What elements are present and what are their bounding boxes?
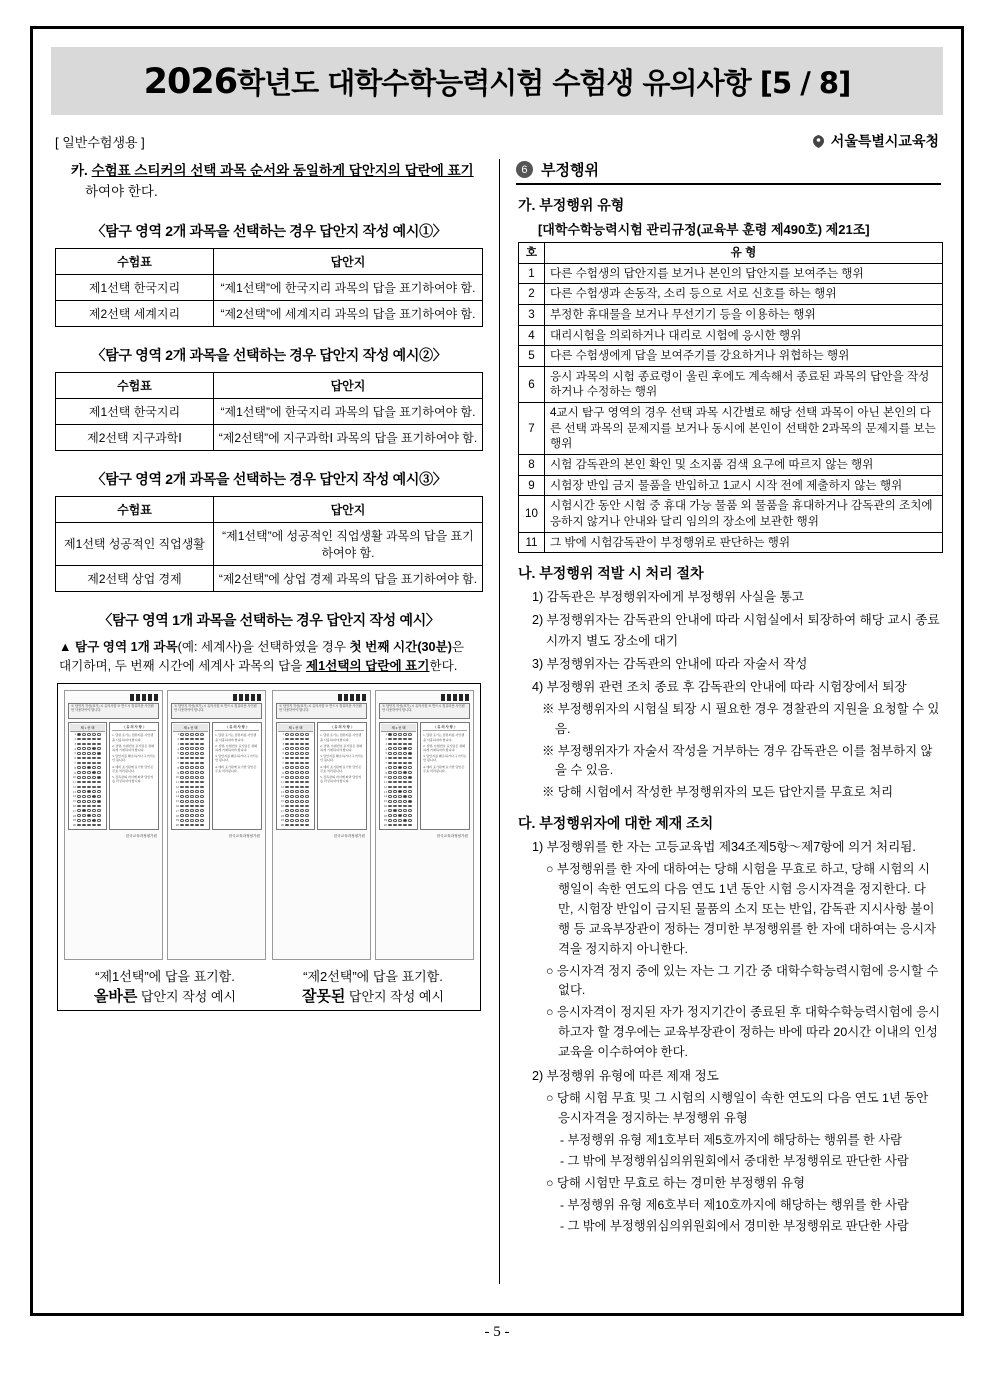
omr-instructions-box <box>317 722 367 830</box>
procedure-item: 4) 부정행위 관련 조치 종료 후 감독관의 안내에 따라 시험장에서 퇴장 <box>531 679 907 694</box>
cell-type: 다른 수험생에게 답을 보여주기를 강요하거나 위협하는 행위 <box>544 346 942 367</box>
cell-no: 9 <box>518 475 544 496</box>
omr-row: 12 <box>381 784 416 789</box>
cell-no: 3 <box>518 304 544 325</box>
omr-row: 12 <box>278 784 313 789</box>
omr-instruction-line: 4. 예비 표기란에 표기한 답안은 무효 처리됩니다. <box>112 764 154 773</box>
omr-column-header: 제 2 선 택 <box>173 724 208 732</box>
timing-marks <box>376 691 473 702</box>
example-1-title: 〈탐구 영역 2개 과목을 선택하는 경우 답안지 작성 예시①〉 <box>91 222 447 239</box>
content-columns <box>49 159 945 1284</box>
omr-row: 8 <box>278 765 313 770</box>
omr-row: 15 <box>70 799 105 804</box>
omr-row: 6 <box>278 756 313 761</box>
section-header <box>516 159 941 185</box>
omr-row: 20 <box>278 823 313 828</box>
example-3-table <box>55 496 483 592</box>
omr-instructions-title: 〈 유 의 사 항 〉 <box>112 725 156 732</box>
cell-no: 11 <box>518 532 544 553</box>
omr-answer-sheet <box>272 690 371 960</box>
table-header-row <box>56 496 483 522</box>
note-text-1: (예: 세계사)을 선택하였을 경우 <box>177 639 350 654</box>
col-header-suheompyo: 수험표 <box>56 372 214 398</box>
omr-row: 4 <box>70 746 105 751</box>
omr-row: 7 <box>381 761 416 766</box>
omr-row: 9 <box>278 770 313 775</box>
cell-no: 6 <box>518 366 544 402</box>
table-row <box>56 424 483 450</box>
procedure-item: 3) 부정행위자는 감독관의 안내에 따라 자술서 작성 <box>531 656 808 671</box>
section-title: 부정행위 <box>540 162 599 179</box>
omr-column-header: 제 2 선 택 <box>381 724 416 732</box>
cell-no: 8 <box>518 455 544 476</box>
omr-caption-wrong <box>272 966 474 1006</box>
org-block <box>811 131 939 151</box>
table-header-row <box>56 372 483 398</box>
cell-dapanji: “제2선택”에 지구과학Ⅰ 과목의 답을 표기하여야 함. <box>213 424 482 450</box>
cell-type: 4교시 탐구 영역의 경우 선택 과목 시간별로 해당 선택 과목이 아닌 본인의 다른 선택 과목의 문제지를 보거나 동시에 본인이 선택한 2과목의 문제지를 보는 행위 <box>544 403 942 455</box>
omr-instruction-line: 3. 답안지를 훼손하거나 구겨서는 안 됩니다. <box>423 754 467 763</box>
timing-marks <box>273 691 370 702</box>
cell-suheompyo: 제1선택 성공적인 직업생활 <box>56 522 214 565</box>
omr-row: 11 <box>173 780 208 785</box>
omr-row: 4 <box>381 746 416 751</box>
omr-row: 10 <box>381 775 416 780</box>
omr-row: 7 <box>173 761 208 766</box>
note-text-3: 한다. <box>429 659 458 674</box>
sanction-group-sub: - 부정행위 유형 제6호부터 제10호까지에 해당하는 행위를 한 사람 <box>559 1197 909 1212</box>
cell-no: 2 <box>518 284 544 305</box>
omr-instruction-line: 4. 예비 표기란에 표기한 답안은 무효 처리됩니다. <box>423 764 465 773</box>
omr-row: 13 <box>381 789 416 794</box>
cell-type: 대리시험을 의뢰하거나 대리로 시험에 응시한 행위 <box>544 325 942 346</box>
table-header-row <box>518 243 942 264</box>
omr-row: 7 <box>278 761 313 766</box>
table-row <box>518 403 942 455</box>
item-ka <box>71 161 483 203</box>
audience-note: [ 일반수험생용 ] <box>55 134 145 150</box>
procedure-item: 2) 부정행위자는 감독관의 안내에 따라 시험실에서 퇴장하여 해당 교시 종료 시까지 별도 장소에 대기 <box>531 613 940 648</box>
sanction-item-2: 2) 부정행위 유형에 따른 제재 정도 <box>531 1068 719 1083</box>
note-triangle-icon: ▲ <box>59 639 72 654</box>
cell-suheompyo: 제2선택 지구과학Ⅰ <box>56 424 214 450</box>
omr-row: 12 <box>173 784 208 789</box>
omr-row: 3 <box>173 741 208 746</box>
col-header-suheompyo: 수험표 <box>56 248 214 274</box>
omr-row: 5 <box>381 751 416 756</box>
seoul-education-logo-icon <box>811 134 826 149</box>
omr-row: 18 <box>381 813 416 818</box>
omr-row: 9 <box>173 770 208 775</box>
table-row <box>518 496 942 532</box>
right-column <box>504 159 945 1284</box>
column-divider <box>499 159 500 1284</box>
note-bold-2: 첫 번째 시간(30분) <box>349 639 452 654</box>
omr-row: 1 <box>173 732 208 737</box>
omr-row: 19 <box>173 818 208 823</box>
omr-row: 8 <box>70 765 105 770</box>
omr-instruction-line: 3. 답안지를 훼손하거나 구겨서는 안 됩니다. <box>320 754 364 763</box>
omr-row: 1 <box>278 732 313 737</box>
omr-row: 2 <box>173 737 208 742</box>
table-row <box>56 522 483 565</box>
violation-types-table <box>518 242 943 553</box>
sub-header <box>55 131 939 151</box>
omr-footer-logo: 한국교육과정평가원 <box>436 833 468 838</box>
omr-row: 15 <box>381 799 416 804</box>
omr-row: 14 <box>278 794 313 799</box>
table-row <box>56 398 483 424</box>
omr-row: 19 <box>278 818 313 823</box>
omr-row: 5 <box>70 751 105 756</box>
timing-marks <box>168 691 265 702</box>
procedure-note: ※ 당해 시험에서 작성한 부정행위자의 모든 답안지를 무효로 처리 <box>541 785 894 800</box>
table-row <box>518 475 942 496</box>
omr-instruction-line: 1. 답란 표기는 컴퓨터용 사인펜을 사용하여야 합니다. <box>215 733 257 742</box>
omr-caption-tail: 답안지 작성 예시 <box>348 988 445 1004</box>
omr-row: 15 <box>278 799 313 804</box>
table-row <box>56 300 483 326</box>
org-name: 서울특별시교육청 <box>830 133 939 149</box>
omr-row: 16 <box>173 804 208 809</box>
omr-instruction-line: 4. 예비 표기란에 표기한 답안은 무효 처리됩니다. <box>215 764 257 773</box>
omr-row: 18 <box>173 813 208 818</box>
col-header-no: 호 <box>518 243 544 264</box>
omr-instructions-title: 〈 유 의 사 항 〉 <box>215 725 259 732</box>
cell-suheompyo: 제2선택 세계지리 <box>56 300 214 326</box>
omr-example-wrong <box>272 690 474 1006</box>
omr-footer-logo: 한국교육과정평가원 <box>125 833 157 838</box>
omr-row: 11 <box>70 780 105 785</box>
omr-row: 4 <box>278 746 313 751</box>
omr-sheet-pair <box>272 690 474 960</box>
omr-row: 20 <box>70 823 105 828</box>
note-text-2: 은 대기하며, 두 번째 시간에 세계사 과목의 답을 <box>59 639 465 674</box>
left-column <box>49 159 495 1284</box>
omr-column-first-choice <box>68 722 107 830</box>
omr-instruction-line: 1. 답란 표기는 컴퓨터용 사인펜을 사용하여야 합니다. <box>423 733 465 742</box>
omr-row: 6 <box>381 756 416 761</box>
cell-type: 다른 수험생의 답안지를 보거나 본인의 답안지를 보여주는 행위 <box>544 263 942 284</box>
cell-type: 다른 수험생과 손동작, 소리 등으로 서로 신호를 하는 행위 <box>544 284 942 305</box>
omr-row: 5 <box>278 751 313 756</box>
omr-row: 1 <box>381 732 416 737</box>
cell-suheompyo: 제2선택 상업 경제 <box>56 565 214 591</box>
item-ka-tail: 하여야 한다. <box>85 183 158 199</box>
omr-sheet-header: ※ 답안지 작성(표기) 시 유의사항 ※ 반드시 컴퓨터용 사인펜만 사용하여야 합니다. <box>276 703 367 719</box>
omr-row: 10 <box>278 775 313 780</box>
title-banner <box>51 47 943 115</box>
sanction-sub-item: ○ 응시자격이 정지된 자가 정지기간이 종료된 후 대학수학능력시험에 응시하고자 할 경우에는 교육부장관이 정하는 바에 따라 20시간 이내의 인성교육을 이수하여야 한다. <box>545 1005 941 1059</box>
omr-row: 8 <box>381 765 416 770</box>
omr-column-second-choice <box>171 722 210 830</box>
timing-marks <box>65 691 162 702</box>
omr-row: 17 <box>173 808 208 813</box>
table-header-row <box>56 248 483 274</box>
omr-footer-logo: 한국교육과정평가원 <box>228 833 260 838</box>
omr-row: 18 <box>70 813 105 818</box>
omr-row: 16 <box>381 804 416 809</box>
omr-answer-sheet <box>167 690 266 960</box>
omr-row: 4 <box>173 746 208 751</box>
omr-column-header: 제 1 선 택 <box>278 724 313 732</box>
cell-type: 시험장 반입 금지 물품을 반입하고 1교시 시작 전에 제출하지 않는 행위 <box>544 475 942 496</box>
cell-no: 4 <box>518 325 544 346</box>
omr-row: 6 <box>70 756 105 761</box>
cell-dapanji: “제1선택”에 한국지리 과목의 답을 표기하여야 함. <box>213 274 482 300</box>
omr-row: 13 <box>173 789 208 794</box>
sanction-group-sub: - 부정행위 유형 제1호부터 제5호까지에 해당하는 행위를 한 사람 <box>559 1132 903 1147</box>
omr-sheet-pair <box>64 690 266 960</box>
omr-row: 15 <box>173 799 208 804</box>
subsection-sanction-heading: 다. 부정행위자에 대한 제재 조치 <box>517 815 714 832</box>
omr-illustration <box>57 683 481 1011</box>
omr-row: 2 <box>381 737 416 742</box>
page-number: - 5 - <box>484 1324 510 1340</box>
omr-row: 9 <box>381 770 416 775</box>
omr-sheet-body <box>273 720 370 832</box>
omr-row: 3 <box>70 741 105 746</box>
table-row <box>518 263 942 284</box>
note-underline: 제1선택의 답란에 표기 <box>305 659 430 674</box>
subsection-type-heading: 가. 부정행위 유형 <box>517 197 625 213</box>
omr-row: 3 <box>381 741 416 746</box>
cell-no: 5 <box>518 346 544 367</box>
omr-row: 9 <box>70 770 105 775</box>
example-3-title: 〈탐구 영역 2개 과목을 선택하는 경우 답안지 작성 예시③〉 <box>91 470 447 487</box>
omr-instructions-title: 〈 유 의 사 항 〉 <box>320 725 364 732</box>
procedure-item: 1) 감독관은 부정행위자에게 부정행위 사실을 통고 <box>531 590 804 605</box>
omr-caption-correct <box>64 966 266 1006</box>
cell-dapanji: “제1선택”에 한국지리 과목의 답을 표기하여야 함. <box>213 398 482 424</box>
omr-sheet-body <box>65 720 162 832</box>
note-bold-1: 탐구 영역 1개 과목 <box>74 639 178 654</box>
example-2-title: 〈탐구 영역 2개 과목을 선택하는 경우 답안지 작성 예시②〉 <box>91 346 447 363</box>
cell-type: 그 밖에 시험감독관이 부정행위로 판단하는 행위 <box>544 532 942 553</box>
omr-row: 19 <box>381 818 416 823</box>
omr-column-first-choice <box>276 722 315 830</box>
omr-instruction-line: 2. 성명, 수험번호 표기란은 정확하게 기재하여야 합니다. <box>320 743 363 752</box>
omr-row: 20 <box>381 823 416 828</box>
omr-row: 18 <box>278 813 313 818</box>
omr-sheet-body <box>168 720 265 832</box>
omr-row: 1 <box>70 732 105 737</box>
cell-type: 시험 감독관의 본인 확인 및 소지품 검색 요구에 따르지 않는 행위 <box>544 455 942 476</box>
table-row <box>518 325 942 346</box>
omr-row: 3 <box>278 741 313 746</box>
omr-caption-bottom <box>272 985 474 1006</box>
omr-column-second-choice <box>379 722 418 830</box>
omr-caption-bottom <box>64 985 266 1006</box>
omr-instruction-line: 3. 답안지를 훼손하거나 구겨서는 안 됩니다. <box>112 754 156 763</box>
omr-answer-sheet <box>64 690 163 960</box>
omr-row: 7 <box>70 761 105 766</box>
omr-row: 16 <box>278 804 313 809</box>
col-header-type: 유 형 <box>544 243 942 264</box>
example-1-table <box>55 248 483 327</box>
omr-instructions-title: 〈 유 의 사 항 〉 <box>423 725 467 732</box>
cell-type: 시험시간 동안 시험 중 휴대 가능 물품 외 물품을 휴대하거나 감독관의 조치에 응하지 않거나 안내와 달리 임의의 장소에 보관한 행위 <box>544 496 942 532</box>
col-header-suheompyo: 수험표 <box>56 496 214 522</box>
procedure-note: ※ 부정행위자의 시험실 퇴장 시 필요한 경우 경찰관의 지원을 요청할 수 있음. <box>541 701 940 736</box>
table-row <box>518 304 942 325</box>
section-number-badge: 6 <box>516 161 533 178</box>
omr-row: 14 <box>173 794 208 799</box>
cell-suheompyo: 제1선택 한국지리 <box>56 398 214 424</box>
cell-dapanji: “제2선택”에 상업 경제 과목의 답을 표기하여야 함. <box>213 565 482 591</box>
table-row <box>56 565 483 591</box>
item-ka-underline: 수험표 스티커의 선택 과목 순서와 동일하게 답안지의 답란에 표기 <box>91 163 474 178</box>
cell-no: 7 <box>518 403 544 455</box>
omr-row: 17 <box>381 808 416 813</box>
omr-row: 8 <box>173 765 208 770</box>
procedure-note: ※ 부정행위자가 자술서 작성을 거부하는 경우 감독관은 이를 첨부하지 않을 수 있음. <box>541 743 933 778</box>
omr-row: 10 <box>70 775 105 780</box>
omr-instruction-line: 3. 답안지를 훼손하거나 구겨서는 안 됩니다. <box>215 754 259 763</box>
omr-row: 2 <box>278 737 313 742</box>
omr-instruction-line: 1. 답란 표기는 컴퓨터용 사인펜을 사용하여야 합니다. <box>112 733 154 742</box>
omr-row: 11 <box>381 780 416 785</box>
sanction-group-lead: ○ 당해 시험만 무효로 하는 경미한 부정행위 유형 <box>545 1175 805 1190</box>
table-row <box>518 532 942 553</box>
omr-sheet-body <box>376 720 473 832</box>
col-header-dapanji: 답안지 <box>213 248 482 274</box>
cell-suheompyo: 제1선택 한국지리 <box>56 274 214 300</box>
example-4-note <box>59 638 479 677</box>
omr-row: 5 <box>173 751 208 756</box>
omr-row: 17 <box>278 808 313 813</box>
omr-answer-sheet <box>375 690 474 960</box>
cell-no: 10 <box>518 496 544 532</box>
item-ka-prefix: 카. <box>71 163 88 178</box>
subsection-procedure-heading: 나. 부정행위 적발 시 처리 절차 <box>517 565 704 582</box>
omr-row: 6 <box>173 756 208 761</box>
omr-row: 17 <box>70 808 105 813</box>
omr-row: 13 <box>278 789 313 794</box>
omr-row: 20 <box>173 823 208 828</box>
omr-instructions-box <box>420 722 470 830</box>
omr-row: 16 <box>70 804 105 809</box>
omr-sheet-header: ※ 답안지 작성(표기) 시 유의사항 ※ 반드시 컴퓨터용 사인펜만 사용하여야 합니다. <box>171 703 262 719</box>
omr-caption-top: “제2선택”에 답을 표기함. <box>303 968 443 984</box>
title-year: 2026 <box>143 61 238 102</box>
table-row <box>518 284 942 305</box>
omr-instructions-box <box>212 722 262 830</box>
omr-instruction-line: 1. 답란 표기는 컴퓨터용 사인펜을 사용하여야 합니다. <box>320 733 362 742</box>
table-row <box>56 274 483 300</box>
sanction-group-sub: - 그 밖에 부정행위심의위원회에서 중대한 부정행위로 판단한 사람 <box>559 1154 909 1169</box>
sanction-item-1: 1) 부정행위를 한 자는 고등교육법 제34조제5항～제7항에 의거 처리됨. <box>531 840 916 855</box>
omr-sheet-header: ※ 답안지 작성(표기) 시 유의사항 ※ 반드시 컴퓨터용 사인펜만 사용하여야 합니다. <box>68 703 159 719</box>
cell-type: 부정한 휴대물을 보거나 무선기기 등을 이용하는 행위 <box>544 304 942 325</box>
table-row <box>518 366 942 402</box>
omr-instruction-line: 5. 감독관의 지시에 따라 답안지를 작성하여야 합니다. <box>320 774 362 784</box>
page-title <box>144 61 851 102</box>
omr-caption-emphasis: 올바른 <box>93 987 138 1005</box>
table-row <box>518 455 942 476</box>
omr-row: 19 <box>70 818 105 823</box>
cell-dapanji: “제2선택”에 세계지리 과목의 답을 표기하여야 함. <box>213 300 482 326</box>
example-4-title: 〈탐구 영역 1개 과목을 선택하는 경우 답안지 작성 예시〉 <box>98 611 440 628</box>
omr-row: 10 <box>173 775 208 780</box>
regulation-reference: [대학수학능력시험 관리규정(교육부 훈령 제490호) 제21조] <box>537 222 870 237</box>
col-header-dapanji: 답안지 <box>213 496 482 522</box>
omr-instruction-line: 2. 성명, 수험번호 표기란은 정확하게 기재하여야 합니다. <box>215 743 258 752</box>
cell-no: 1 <box>518 263 544 284</box>
omr-caption-top: “제1선택”에 답을 표기함. <box>95 968 235 984</box>
omr-row: 11 <box>278 780 313 785</box>
omr-caption-tail: 답안지 작성 예시 <box>140 988 237 1004</box>
omr-row: 14 <box>70 794 105 799</box>
omr-row: 12 <box>70 784 105 789</box>
cell-type: 응시 과목의 시험 종료령이 울린 후에도 계속해서 종료된 과목의 답안을 작성하거나 수정하는 행위 <box>544 366 942 402</box>
omr-sheet-header: ※ 답안지 작성(표기) 시 유의사항 ※ 반드시 컴퓨터용 사인펜만 사용하여야 합니다. <box>379 703 470 719</box>
omr-instruction-line: 5. 감독관의 지시에 따라 답안지를 작성하여야 합니다. <box>112 774 154 784</box>
omr-row: 14 <box>381 794 416 799</box>
omr-column-header: 제 1 선 택 <box>70 724 105 732</box>
omr-instruction-line: 4. 예비 표기란에 표기한 답안은 무효 처리됩니다. <box>320 764 362 773</box>
page-frame <box>30 26 964 1316</box>
sanction-group-sub: - 그 밖에 부정행위심의위원회에서 경미한 부정행위로 판단한 사람 <box>559 1219 909 1234</box>
sanction-group-lead: ○ 당해 시험 무효 및 그 시험의 시행일이 속한 연도의 다음 연도 1년 동안 응시자격을 정지하는 부정행위 유형 <box>545 1090 929 1125</box>
omr-row: 2 <box>70 737 105 742</box>
omr-footer-logo: 한국교육과정평가원 <box>333 833 365 838</box>
sanction-sub-item: ○ 부정행위를 한 자에 대하여는 당해 시험을 무효로 하고, 당해 시험의 시행일이 속한 연도의 다음 연도 1년 동안 시험 응시자격을 정지한다. 다만, 시험장 반입이 금지된 물품의 소지 또는 반입, 감독관 지시사항 불이행 등 교육부장관이 정하는 경미한 부정행위를 한 자에 대하여는 응시자격을 정지하지 아니한다. <box>545 862 937 956</box>
table-row <box>518 346 942 367</box>
omr-example-correct <box>64 690 266 1006</box>
omr-row: 13 <box>70 789 105 794</box>
cell-dapanji: “제1선택”에 성공적인 직업생활 과목의 답을 표기하여야 함. <box>213 522 482 565</box>
title-rest: 학년도 대학수학능력시험 수험생 유의사항 [5 / 8] <box>237 65 851 100</box>
example-2-table <box>55 372 483 451</box>
omr-instruction-line: 2. 성명, 수험번호 표기란은 정확하게 기재하여야 합니다. <box>423 743 466 752</box>
col-header-dapanji: 답안지 <box>213 372 482 398</box>
omr-instruction-line: 2. 성명, 수험번호 표기란은 정확하게 기재하여야 합니다. <box>112 743 155 752</box>
sanction-sub-item: ○ 응시자격 정지 중에 있는 자는 그 기간 중 대학수학능력시험에 응시할 수 없다. <box>545 963 939 998</box>
omr-caption-emphasis: 잘못된 <box>301 987 346 1005</box>
omr-instructions-box <box>109 722 159 830</box>
